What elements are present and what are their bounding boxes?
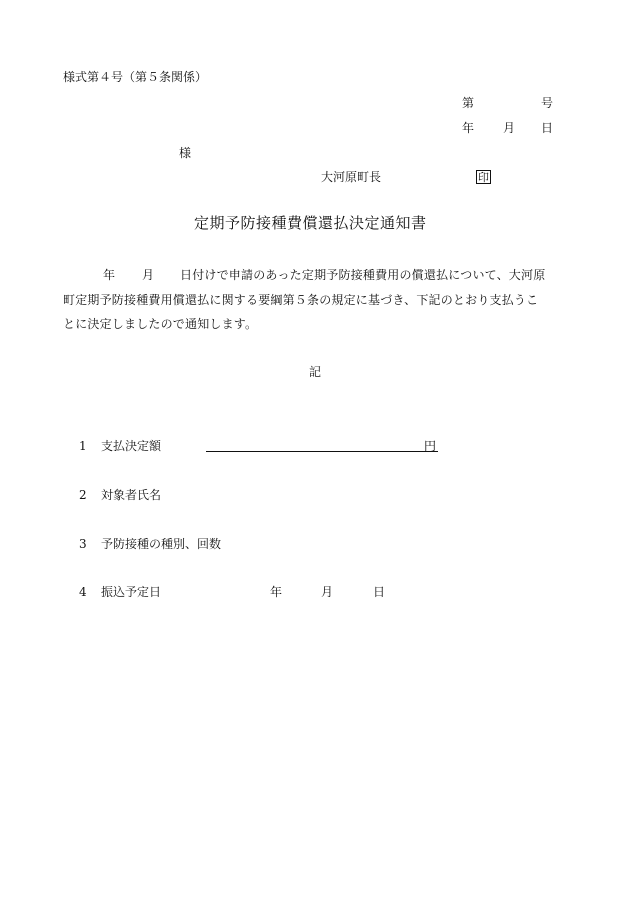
transfer-month: 月	[321, 585, 334, 599]
body-line1: 日付けで申請のあった定期予防接種費用の償還払について、大河原	[180, 268, 546, 282]
item-label-vaccination-type: 予防接種の種別、回数	[101, 537, 222, 551]
recipient-suffix: 様	[179, 146, 192, 160]
ki-marker: 記	[309, 365, 322, 379]
item-number: 2	[79, 488, 87, 502]
item-number: 1	[79, 439, 87, 453]
seal-mark: 印	[478, 171, 489, 184]
item-number: 4	[79, 585, 87, 599]
seal-box	[476, 170, 491, 184]
transfer-year: 年	[270, 585, 283, 599]
item-number: 3	[79, 537, 87, 551]
date-day: 日	[541, 121, 554, 135]
body-line2: 町定期予防接種費用償還払に関する要綱第５条の規定に基づき、下記のとおり支払うこ	[63, 293, 539, 307]
date-month: 月	[503, 121, 516, 135]
amount-blank-line	[206, 451, 438, 452]
body-month: 月	[142, 268, 155, 282]
yen-unit: 円	[424, 439, 437, 453]
issuer-name: 大河原町長	[321, 170, 382, 184]
ref-dai: 第	[462, 96, 475, 110]
body-year: 年	[103, 268, 116, 282]
document-title: 定期予防接種費償還払決定通知書	[194, 214, 427, 232]
body-line3: とに決定しましたので通知します。	[63, 317, 258, 331]
item-label-payment-amount: 支払決定額	[101, 439, 162, 453]
item-label-transfer-date: 振込予定日	[101, 585, 162, 599]
item-label-subject-name: 対象者氏名	[101, 488, 162, 502]
ref-go: 号	[541, 96, 554, 110]
date-year: 年	[462, 121, 475, 135]
transfer-day: 日	[373, 585, 386, 599]
form-label: 様式第４号（第５条関係）	[63, 70, 208, 84]
